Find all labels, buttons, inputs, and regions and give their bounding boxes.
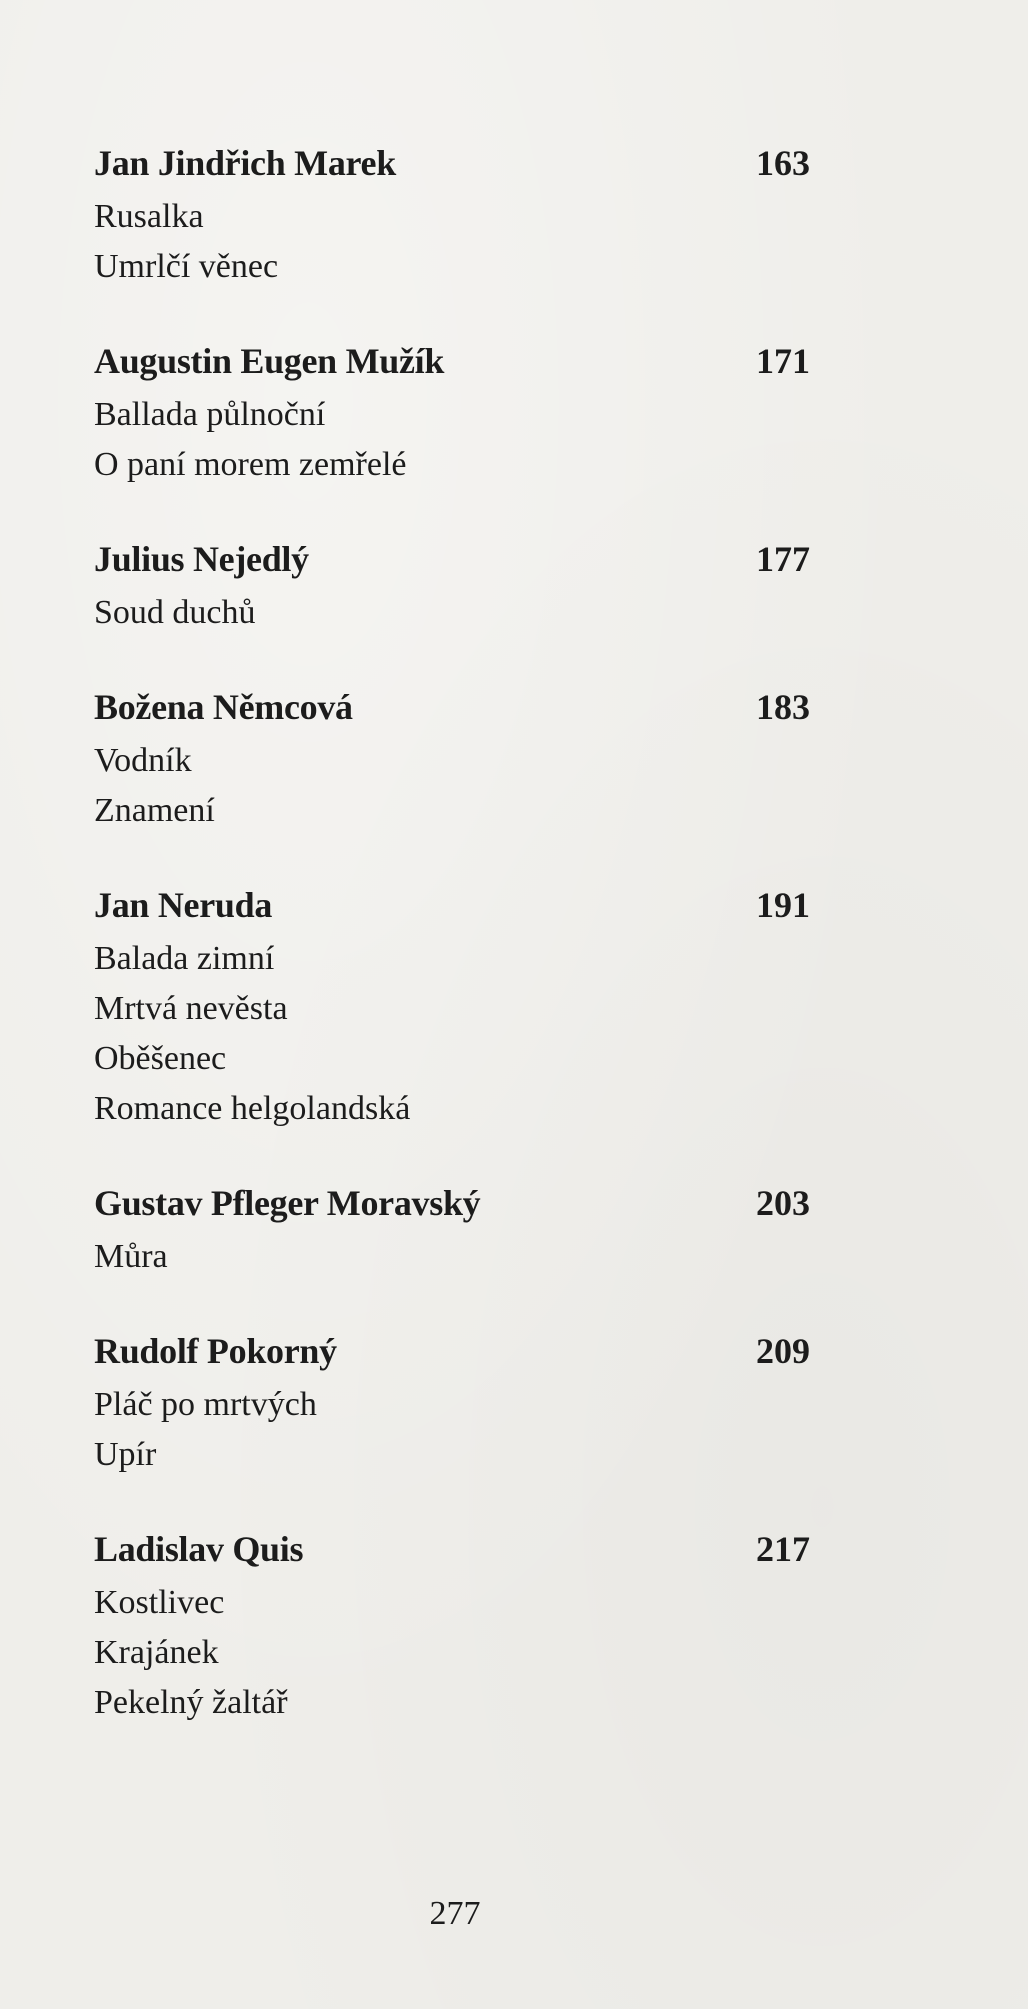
entry-heading (94, 686, 810, 736)
author-name: Rudolf Pokorný (94, 1331, 337, 1371)
page-number: 191 (756, 885, 810, 925)
toc-entry (94, 538, 810, 638)
entry-heading (94, 340, 810, 390)
poem-title: Můra (94, 1238, 168, 1275)
poem-title: Mrtvá nevěsta (94, 990, 288, 1027)
toc-entry (94, 884, 810, 1134)
poem-title: Umrlčí věnec (94, 248, 279, 285)
poem-title: Kostlivec (94, 1584, 225, 1621)
page-number: 177 (756, 539, 810, 579)
poem-title: Romance helgolandská (94, 1090, 411, 1127)
toc-entry (94, 1182, 810, 1282)
poem-title: Rusalka (94, 198, 204, 235)
toc-entry (94, 142, 810, 292)
poem-title: Balada zimní (94, 940, 275, 977)
entry-heading (94, 1330, 810, 1380)
table-of-contents (94, 142, 810, 1776)
page-number: 183 (756, 687, 810, 727)
author-name: Jan Neruda (94, 885, 273, 925)
poem-title: Pláč po mrtvých (94, 1386, 317, 1423)
poem-title: Ballada půlnoční (94, 396, 326, 433)
page-number: 203 (756, 1183, 810, 1223)
page-number: 171 (756, 341, 810, 381)
entry-heading (94, 884, 810, 934)
toc-entry (94, 686, 810, 836)
author-name: Augustin Eugen Mužík (94, 341, 445, 381)
poem-title: Znamení (94, 792, 215, 829)
toc-entry (94, 1528, 810, 1728)
entry-heading (94, 1182, 810, 1232)
page-number: 163 (756, 143, 810, 183)
author-name: Julius Nejedlý (94, 539, 309, 579)
poem-title: Vodník (94, 742, 192, 779)
author-name: Jan Jindřich Marek (94, 143, 396, 183)
page-number: 209 (756, 1331, 810, 1371)
entry-heading (94, 142, 810, 192)
poem-title: Krajánek (94, 1634, 219, 1671)
poem-title: Upír (94, 1436, 157, 1473)
poem-title: Pekelný žaltář (94, 1684, 288, 1721)
page-number: 217 (756, 1529, 810, 1569)
author-name: Ladislav Quis (94, 1529, 304, 1569)
author-name: Gustav Pfleger Moravský (94, 1183, 481, 1223)
entry-heading (94, 538, 810, 588)
page-folio-number: 277 (429, 1895, 481, 1932)
poem-title: Oběšenec (94, 1040, 227, 1077)
toc-entry (94, 340, 810, 490)
author-name: Božena Němcová (94, 687, 353, 727)
poem-title: Soud duchů (94, 594, 256, 631)
entry-heading (94, 1528, 810, 1578)
poem-title: O paní morem zemřelé (94, 446, 407, 483)
toc-entry (94, 1330, 810, 1480)
